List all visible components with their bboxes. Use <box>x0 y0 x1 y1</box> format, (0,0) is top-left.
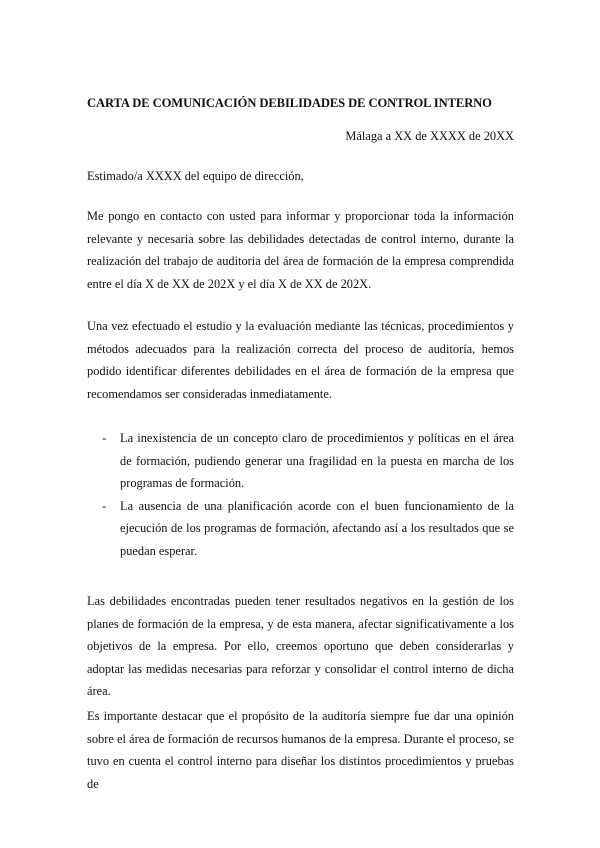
weaknesses-list <box>87 427 514 562</box>
weakness-text: La ausencia de una planificación acorde con el buen funcionamiento de la ejecución de los programas de formación, afectando así a los resultados que se puedan esperar. <box>120 498 514 558</box>
paragraph-purpose: Es importante destacar que el propósito de la auditoría siempre fue dar una opinión sobre el área de formación de recursos humanos de la empresa. Durante el proceso, se tuvo en cuenta el control interno para diseñar los distintos procedimientos y pruebas de <box>87 709 514 791</box>
paragraph-consequences: Las debilidades encontradas pueden tener resultados negativos en la gestión de los planes de formación de la empresa, y de esta manera, afectar significativamente a los objetivos de la empresa. Por ello, creemos oportuno que deben considerarlas y adoptar las medidas necesarias para reforzar y consolidar el control interno de dicha área. <box>87 594 514 698</box>
bullet-dash: - <box>102 498 107 513</box>
weakness-text: La inexistencia de un concepto claro de procedimientos y políticas en el área de formación, pudiendo generar una fragilidad en la puesta en marcha de los programas de formación. <box>120 431 514 490</box>
letter-title: CARTA DE COMUNICACIÓN DEBILIDADES DE CONTROL INTERNO <box>87 96 492 110</box>
paragraph-intro: Me pongo en contacto con usted para informar y proporcionar toda la información relevante y necesaria sobre las debilidades detectadas de control interno, durante la realización del trabajo de auditoria del área de formación de la empresa comprendida entre el día X de XX de 202X y el día X de XX de 202X. <box>87 209 514 291</box>
place-date: Málaga a XX de XXXX de 20XX <box>345 129 514 143</box>
weakness-item <box>87 495 514 563</box>
weakness-item <box>87 427 514 495</box>
greeting: Estimado/a XXXX del equipo de dirección, <box>87 169 304 183</box>
paragraph-evaluation: Una vez efectuado el estudio y la evaluación mediante las técnicas, procedimientos y métodos adecuados para la realización correcta del proceso de auditoría, hemos podido identificar diferentes debilidades en el área de formación de la empresa que recomendamos ser consideradas inmediatamente. <box>87 319 514 401</box>
bullet-dash: - <box>102 431 107 445</box>
